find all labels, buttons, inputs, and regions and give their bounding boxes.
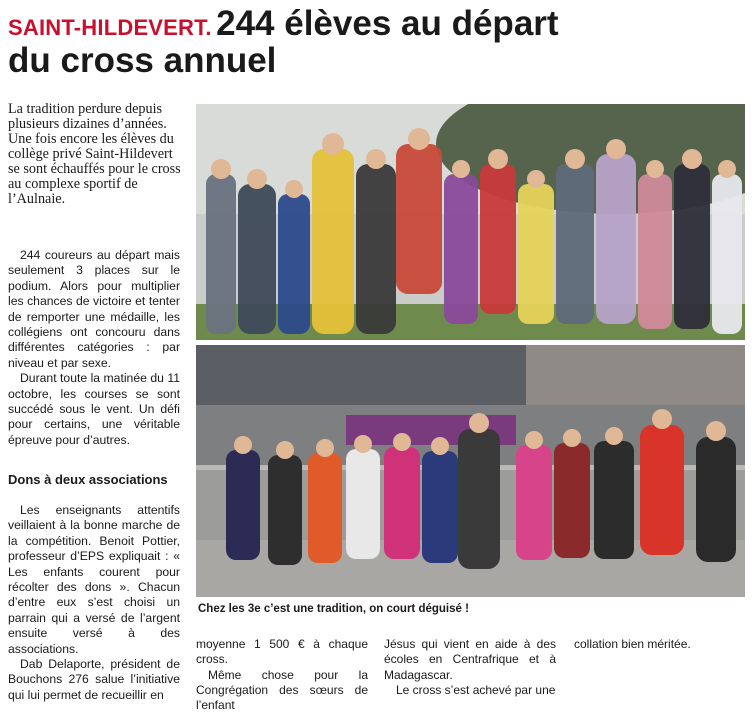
paragraph: Jésus qui vient en aide à des écoles en Centrafrique et à Madagascar. [384,637,556,682]
paragraph: Dab Delaporte, président de Bouchons 276 salue l’initiative qui lui permet de recueillir en [8,657,180,702]
paragraph: 244 coureurs au départ mais seulement 3 places sur le podium. Alors pour multiplier les chances de victoire et tenter de remporter une médaille, les collégiens ont concouru dans différentes catégories : par niveau et par sexe. [8,248,180,370]
group-photo [196,104,745,340]
headline-title-line2: du cross annuel [8,41,277,80]
section-subhead: Dons à deux associations [8,472,168,487]
paragraph: Durant toute la matinée du 11 octobre, les courses se sont succédé sous le vent. Un défi pour certains, une véritable épreuve pour d’autres. [8,371,180,447]
article-column-2 [196,637,368,713]
running-photo [196,345,745,597]
article-column-3 [384,637,556,698]
headline-kicker: SAINT-HILDEVERT. [8,15,212,40]
article-column-1-continued [8,503,180,703]
paragraph: collation bien méritée. [574,637,691,651]
paragraph: Les enseignants attentifs veillaient à la bonne marche de la compétition. Benoit Pottier, professeur d’EPS expliquait : « Les enfants courent pour récolter des dons ». Chacun d’entre eux s’est choisi un parrain qui a versé de l’argent ensuite versé à des associations. [8,503,180,656]
article-column-1 [8,248,180,448]
paragraph: moyenne 1 500 € à chaque cross. [196,637,368,667]
headline-title-line1: 244 élèves au départ [216,4,559,43]
paragraph: Même chose pour la Congrégation des sœurs de l’enfant [196,667,368,713]
paragraph: Le cross s’est achevé par une [396,682,556,697]
article-lede: La tradition perdure depuis plusieurs dizaines d’années. Une fois encore les élèves du collège privé Saint-Hildevert se sont échauffés pour le cross au complexe sportif de l’Aulnaie. [8,101,181,207]
article-column-4 [574,637,744,652]
headline [8,6,748,80]
photo-caption: Chez les 3e c’est une tradition, on court déguisé ! [198,603,469,615]
